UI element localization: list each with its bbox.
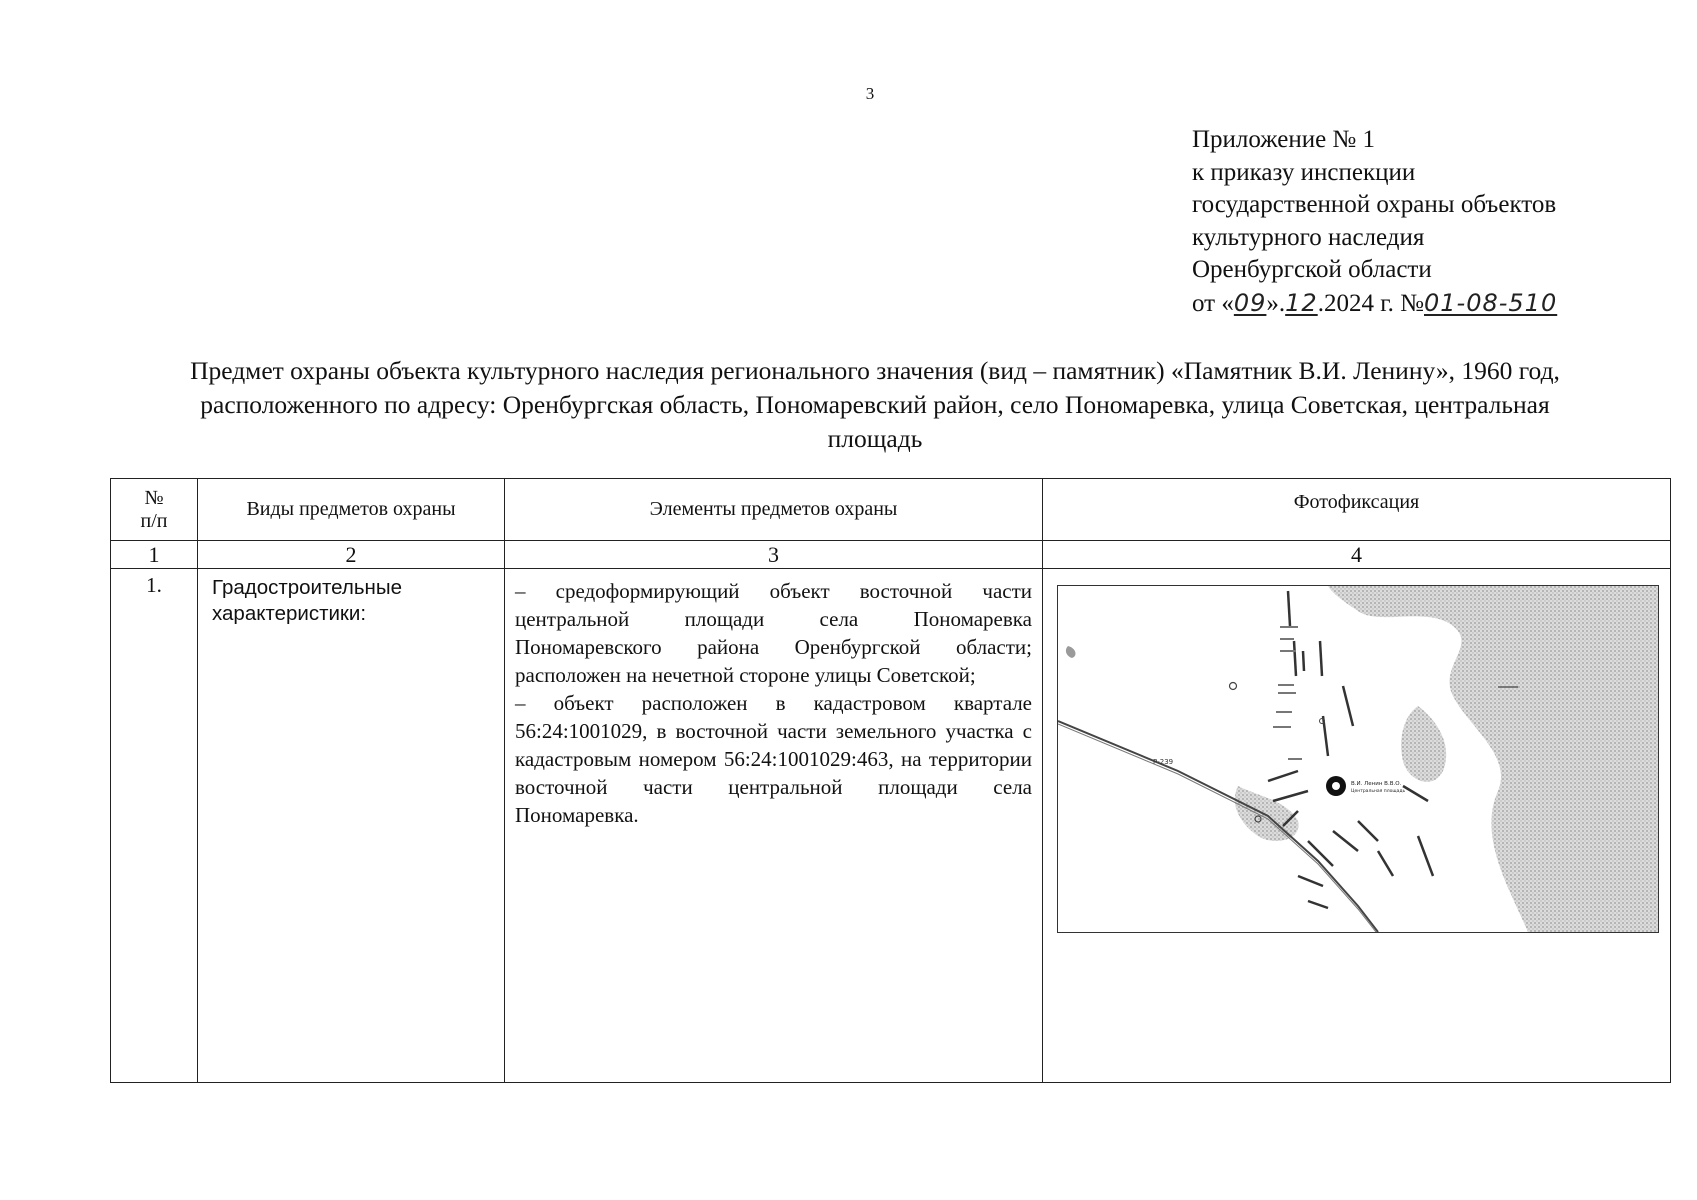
year-text: .2024 г. №: [1317, 289, 1424, 317]
monument-location-marker: [1326, 776, 1405, 796]
table-header-row: [111, 479, 1671, 541]
handwritten-day: 09: [1233, 288, 1267, 317]
page-number: 3: [865, 84, 875, 103]
column-number: 4: [1043, 541, 1671, 569]
order-date-line: [1192, 287, 1557, 321]
map-poi-marker: [1230, 683, 1237, 690]
row-number: 1.: [111, 569, 198, 1083]
appendix-block: [1192, 124, 1557, 320]
map-water-area: [1066, 646, 1076, 658]
map-road: [1058, 721, 1378, 932]
column-number-row: [111, 541, 1671, 569]
title-line: расположенного по адресу: Оренбургская область, Пономаревский район, село Пономаревка, улица Советская, центральная: [200, 390, 1550, 419]
map-water-area: [1328, 586, 1658, 932]
column-number: 1: [111, 541, 198, 569]
elements-paragraph: – объект расположен в кадастровом квартале 56:24:1001029, в восточной части земельного участка с кадастровым номером 56:24:1001029:463, на территории восточной части центральной площади села Пономаревка.: [515, 691, 1032, 827]
map-water-area: [1235, 786, 1299, 841]
photo-cell: [1043, 569, 1671, 1083]
title-line: площадь: [827, 424, 923, 453]
handwritten-order-number: 01-08-510: [1424, 288, 1558, 317]
table-row: [111, 569, 1671, 1083]
map-water-area: [1401, 706, 1446, 782]
protection-kind-cell: Градостроительные характеристики:: [198, 569, 505, 1083]
protection-elements-cell: [505, 569, 1043, 1083]
appendix-line: культурного наследия: [1192, 223, 1425, 251]
date-prefix: от «: [1192, 289, 1234, 317]
header-elements: Элементы предметов охраны: [505, 479, 1043, 541]
column-number: 3: [505, 541, 1043, 569]
appendix-line: Оренбургской области: [1192, 256, 1432, 283]
column-number: 2: [198, 541, 505, 569]
appendix-line: к приказу инспекции: [1192, 158, 1416, 186]
header-photo: Фотофиксация: [1043, 479, 1671, 541]
handwritten-month: 12: [1285, 288, 1318, 317]
protection-table: [110, 478, 1671, 1083]
appendix-line: государственной охраны объектов: [1192, 191, 1557, 218]
header-number: № п/п: [111, 479, 198, 541]
map-marker-label: В.И. Ленин В.В.О.: [1351, 781, 1402, 787]
document-title: [100, 354, 1650, 456]
appendix-line: Приложение № 1: [1192, 126, 1376, 153]
header-kinds: Виды предметов охраны: [198, 479, 505, 541]
date-separator: ».: [1266, 289, 1286, 317]
elements-paragraph: – средоформирующий объект восточной части центральной площади села Пономаревка Пономаревского района Оренбургской области; расположен на нечетной стороне улицы Советской;: [515, 579, 1032, 687]
title-line: Предмет охраны объекта культурного наследия регионального значения (вид – памятник) «Памятник В.И. Ленину», 1960 год,: [190, 356, 1560, 385]
map-road-label: Р-239: [1153, 758, 1174, 766]
map-marker-sublabel: Центральная площадь: [1351, 789, 1406, 794]
location-map-image: [1057, 585, 1659, 933]
